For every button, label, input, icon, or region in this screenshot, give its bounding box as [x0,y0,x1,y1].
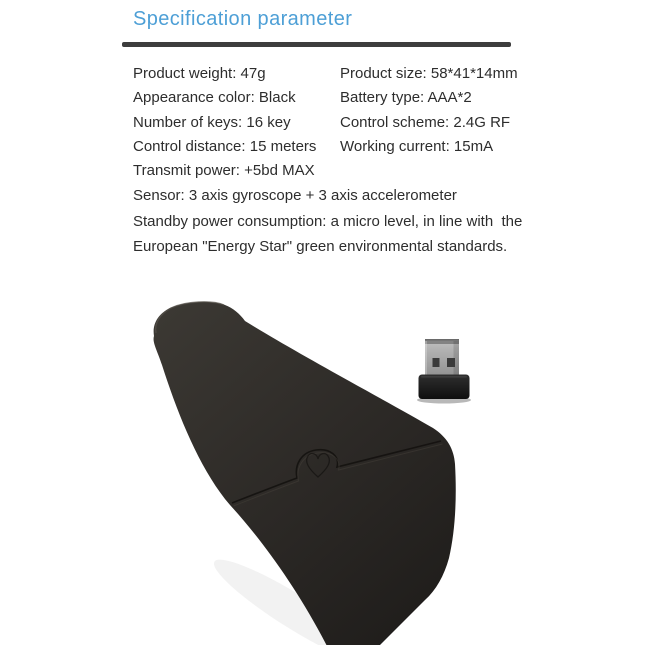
usb-plug-side-highlight [425,341,427,379]
spec-item-weight: Product weight: 47g [133,65,266,82]
dongle-body [419,375,470,400]
page-title: Specification parameter [133,8,353,30]
remote-control-image [154,302,456,645]
spec-line-sensor: Sensor: 3 axis gyroscope + 3 axis accelerometer [133,187,457,205]
spec-item-power: Transmit power: +5bd MAX [133,162,315,180]
spec-line-energy: European "Energy Star" green environmental standards. [133,238,508,256]
dongle-body-highlight [421,376,467,378]
usb-contact-hole-left [433,358,440,367]
spec-line-standby: Standby power consumption: a micro level, in line with the [133,212,523,230]
spec-item-size: Product size: 58*41*14mm [340,65,518,82]
usb-plug-tip-edge [425,339,459,341]
spec-item-distance: Control distance: 15 meters [133,137,317,155]
remote-body [154,302,456,645]
spec-item-battery: Battery type: AAA*2 [340,89,472,107]
spec-item-keys: Number of keys: 16 key [133,113,291,131]
usb-contact-hole-right [447,358,455,367]
spec-item-color: Appearance color: Black [133,89,296,107]
usb-dongle-image [417,339,471,404]
spec-item-scheme: Control scheme: 2.4G RF [340,113,511,131]
spec-item-current: Working current: 15mA [340,137,494,155]
